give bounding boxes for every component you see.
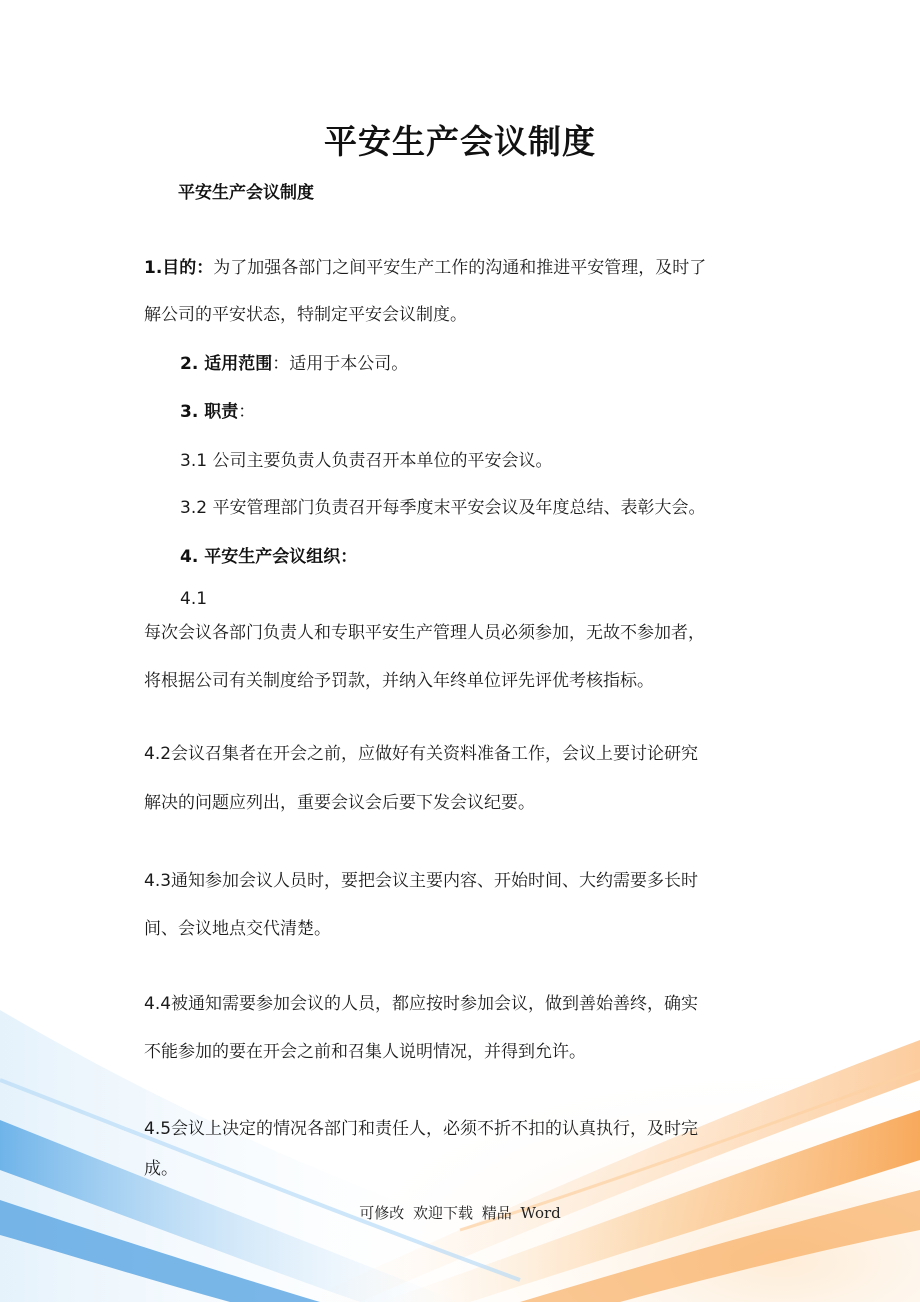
paragraph-4-4-line-2: 不能参加的要在开会之前和召集人说明情况，并得到允许。 [144,1042,586,1062]
section-2-text: ：适用于本公司。 [272,354,409,374]
page-footer: 可修改 欢迎下载 精品 Word [359,1204,561,1222]
section-3-heading: 3. 职责 [180,402,239,422]
section-1-heading: 1.目的： [144,258,214,278]
section-3-text: ： [238,402,256,422]
paragraph-4-5-line-2: 成。 [144,1159,178,1179]
section-2 [180,353,408,375]
paragraph-4-2-line-2: 解决的问题应列出，重要会议会后要下发会议纪要。 [144,793,535,813]
section-2-heading: 2. 适用范围 [180,354,273,374]
paragraph-3-1: 3.1 公司主要负责人负责召开本单位的平安会议。 [180,451,553,471]
section-3 [180,401,255,423]
paragraph-3-2: 3.2 平安管理部门负责召开每季度末平安会议及年度总结、表彰大会。 [180,498,706,518]
section-1-line-1 [144,257,706,279]
page-title: 平安生产会议制度 [324,122,596,161]
section-1-line-2: 解公司的平安状态，特制定平安会议制度。 [144,305,467,325]
paragraph-4-1-line-2: 将根据公司有关制度给予罚款，并纳入年终单位评先评优考核指标。 [144,671,654,691]
section-4-heading: 4. 平安生产会议组织： [180,547,358,567]
paragraph-4-4-line-1: 4.4被通知需要参加会议的人员，都应按时参加会议，做到善始善终，确实 [144,994,699,1014]
paragraph-4-3-line-1: 4.3通知参加会议人员时，要把会议主要内容、开始时间、大约需要多长时 [144,871,699,891]
paragraph-4-1-line-1: 每次会议各部门负责人和专职平安生产管理人员必须参加，无故不参加者， [144,623,705,643]
subtitle: 平安生产会议制度 [178,183,314,203]
paragraph-4-2-line-1: 4.2会议召集者在开会之前，应做好有关资料准备工作，会议上要讨论研究 [144,744,699,764]
paragraph-4-3-line-2: 间、会议地点交代清楚。 [144,919,331,939]
paragraph-4-1-number: 4.1 [180,589,208,609]
section-1-text: 为了加强各部门之间平安生产工作的沟通和推进平安管理，及时了 [213,258,707,278]
paragraph-4-5-line-1: 4.5会议上决定的情况各部门和责任人，必须不折不扣的认真执行，及时完 [144,1119,699,1139]
